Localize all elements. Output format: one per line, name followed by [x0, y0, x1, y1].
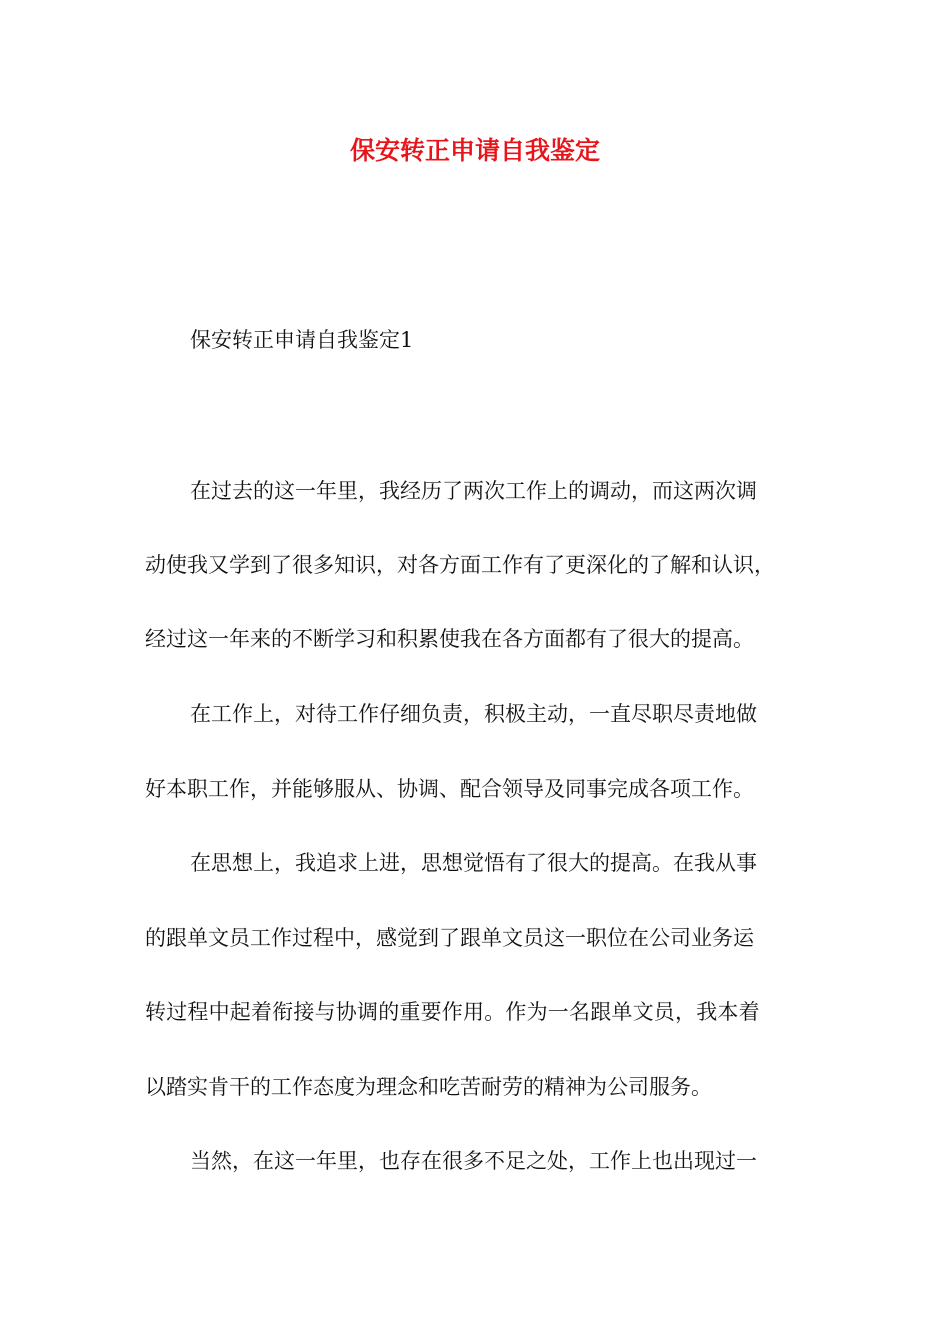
- paragraph-line: 好本职工作，并能够服从、协调、配合领导及同事完成各项工作。: [145, 777, 754, 801]
- paragraph-line: 在过去的这一年里，我经历了两次工作上的调动，而这两次调: [190, 479, 757, 503]
- paragraph-line: 的跟单文员工作过程中，感觉到了跟单文员这一职位在公司业务运: [145, 926, 754, 950]
- paragraph-line: 以踏实肯干的工作态度为理念和吃苦耐劳的精神为公司服务。: [145, 1075, 712, 1099]
- document-title: 保安转正申请自我鉴定: [349, 136, 600, 165]
- document-body: [145, 476, 815, 1176]
- paragraph-line: 在思想上，我追求上进，思想觉悟有了很大的提高。在我从事: [190, 851, 757, 875]
- paragraph-line: 在工作上，对待工作仔细负责，积极主动，一直尽职尽责地做: [190, 702, 757, 726]
- paragraph-line: 动使我又学到了很多知识，对各方面工作有了更深化的了解和认识，: [145, 553, 775, 577]
- paragraph-line: 当然，在这一年里，也存在很多不足之处，工作上也出现过一: [190, 1149, 757, 1173]
- paragraph-line: 转过程中起着衔接与协调的重要作用。作为一名跟单文员，我本着: [145, 1000, 760, 1024]
- section-heading-block: [145, 325, 815, 355]
- paragraph-line: 经过这一年来的不断学习和积累使我在各方面都有了很大的提高。: [145, 627, 754, 651]
- section-heading: 保安转正申请自我鉴定1: [190, 328, 414, 352]
